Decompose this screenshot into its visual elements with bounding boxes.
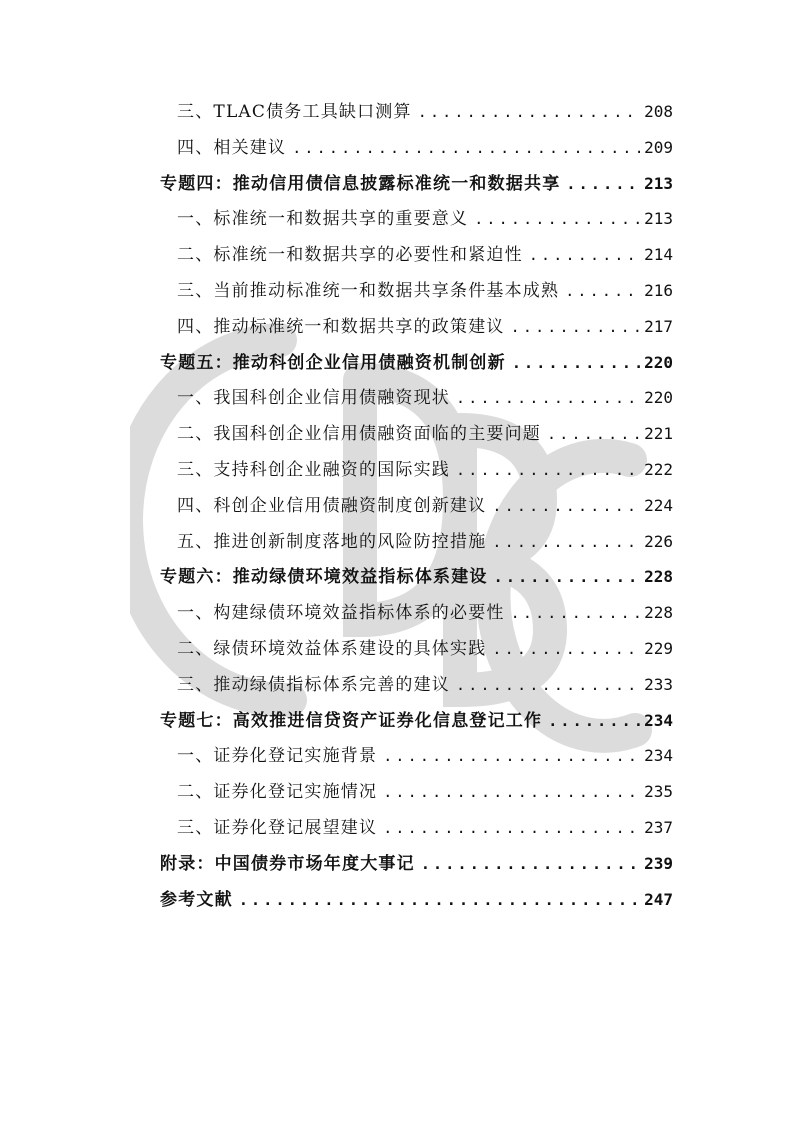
toc-entry-title: 四、相关建议 [177, 137, 287, 158]
toc-entry-title: 专题四：推动信用债信息披露标准统一和数据共享 [160, 173, 561, 194]
dot-leader [511, 310, 640, 346]
toc-section-entry[interactable] [160, 631, 673, 667]
toc-chapter-entry[interactable] [160, 166, 673, 202]
toc-entry-title: 一、标准统一和数据共享的重要意义 [177, 209, 469, 230]
dot-leader [239, 883, 640, 919]
dot-leader [456, 381, 640, 417]
toc-entry-title: 四、科创企业信用债融资制度创新建议 [177, 495, 487, 516]
toc-entry-title: 二、绿债环境效益体系建设的具体实践 [177, 638, 487, 659]
toc-entry-title: 一、构建绿债环境效益指标体系的必要性 [177, 603, 505, 624]
toc-entry-title: 四、推动标准统一和数据共享的政策建议 [177, 316, 505, 337]
toc-page-number: 217 [644, 316, 673, 336]
toc-entry-title: 二、标准统一和数据共享的必要性和紧迫性 [177, 245, 523, 266]
toc-page-number: 234 [644, 710, 673, 730]
toc-chapter-entry[interactable] [160, 846, 673, 882]
dot-leader [492, 525, 640, 561]
toc-page-number: 228 [644, 567, 673, 587]
toc-entry-title: 参考文献 [160, 889, 233, 910]
toc-page-number: 216 [644, 280, 673, 300]
toc-section-entry[interactable] [160, 595, 673, 631]
dot-leader [456, 668, 640, 704]
toc-section-entry[interactable] [160, 380, 673, 416]
toc-chapter-entry[interactable] [160, 559, 673, 595]
dot-leader [511, 596, 640, 632]
dot-leader [421, 847, 640, 883]
toc-entry-title: 三、TLAC债务工具缺口测算 [177, 102, 412, 122]
toc-page-number: 224 [644, 495, 673, 515]
toc-page-number: 234 [644, 746, 673, 766]
toc-chapter-entry[interactable] [160, 345, 673, 381]
toc-entry-title: 二、证券化登记实施情况 [177, 782, 378, 803]
dot-leader [418, 95, 640, 131]
dot-leader [547, 417, 640, 453]
toc-page-number: 233 [644, 674, 673, 694]
toc-entry-title: 三、证券化登记展望建议 [177, 817, 378, 838]
toc-page-number: 229 [644, 638, 673, 658]
toc-section-entry[interactable] [160, 201, 673, 237]
toc-section-entry[interactable] [160, 237, 673, 273]
toc-page-number: 226 [644, 531, 673, 551]
toc-page-number: 222 [644, 459, 673, 479]
dot-leader [492, 489, 640, 525]
toc-page-number: 208 [644, 102, 673, 121]
toc-page-number: 228 [644, 603, 673, 623]
dot-leader [456, 453, 640, 489]
toc-entry-title: 专题五：推动科创企业信用债融资机制创新 [160, 352, 506, 373]
toc-section-entry[interactable] [160, 774, 673, 810]
toc-entry-title: 三、当前推动标准统一和数据共享条件基本成熟 [177, 280, 560, 301]
dot-leader [383, 811, 640, 847]
dot-leader [529, 238, 640, 274]
dot-leader [565, 274, 640, 310]
toc-entry-title: 附录：中国债券市场年度大事记 [160, 853, 415, 874]
toc-section-entry[interactable] [160, 524, 673, 560]
toc-section-entry[interactable] [160, 810, 673, 846]
toc-entry-title: 三、推动绿债指标体系完善的建议 [177, 674, 450, 695]
toc-entry-title: 专题七：高效推进信贷资产证券化信息登记工作 [160, 710, 543, 731]
toc-section-entry[interactable] [160, 488, 673, 524]
toc-page-number: 239 [644, 853, 673, 873]
toc-page-number: 235 [644, 782, 673, 802]
toc-chapter-entry[interactable] [160, 882, 673, 918]
toc-page-number: 220 [644, 352, 673, 372]
toc-section-entry[interactable] [160, 130, 673, 166]
toc-entry-title: 五、推进创新制度落地的风险防控措施 [177, 531, 487, 552]
toc-section-entry[interactable] [160, 738, 673, 774]
toc-entry-title: 三、支持科创企业融资的国际实践 [177, 459, 450, 480]
toc-section-entry[interactable] [160, 309, 673, 345]
toc-page-number: 247 [644, 889, 673, 909]
toc-chapter-entry[interactable] [160, 703, 673, 739]
toc-section-entry[interactable] [160, 94, 673, 130]
dot-leader [566, 167, 640, 203]
toc-section-entry[interactable] [160, 273, 673, 309]
table-of-contents [160, 94, 673, 917]
dot-leader [383, 775, 640, 811]
dot-leader [512, 346, 640, 382]
dot-leader [292, 131, 640, 167]
toc-section-entry[interactable] [160, 416, 673, 452]
toc-entry-title: 专题六：推动绿债环境效益指标体系建设 [160, 567, 488, 588]
toc-page-number: 237 [644, 817, 673, 837]
toc-entry-title: 一、我国科创企业信用债融资现状 [177, 388, 450, 409]
toc-entry-title: 二、我国科创企业信用债融资面临的主要问题 [177, 424, 541, 445]
toc-page-number: 213 [644, 173, 673, 193]
dot-leader [492, 632, 640, 668]
toc-section-entry[interactable] [160, 667, 673, 703]
dot-leader [474, 202, 640, 238]
toc-entry-title: 一、证券化登记实施背景 [177, 746, 378, 767]
toc-section-entry[interactable] [160, 452, 673, 488]
dot-leader [548, 704, 640, 740]
dot-leader [383, 739, 640, 775]
toc-page-number: 214 [644, 245, 673, 265]
toc-page-number: 221 [644, 424, 673, 444]
dot-leader [494, 560, 640, 596]
toc-page-number: 213 [644, 209, 673, 229]
toc-page-number: 220 [644, 388, 673, 408]
toc-page-number: 209 [644, 137, 673, 157]
